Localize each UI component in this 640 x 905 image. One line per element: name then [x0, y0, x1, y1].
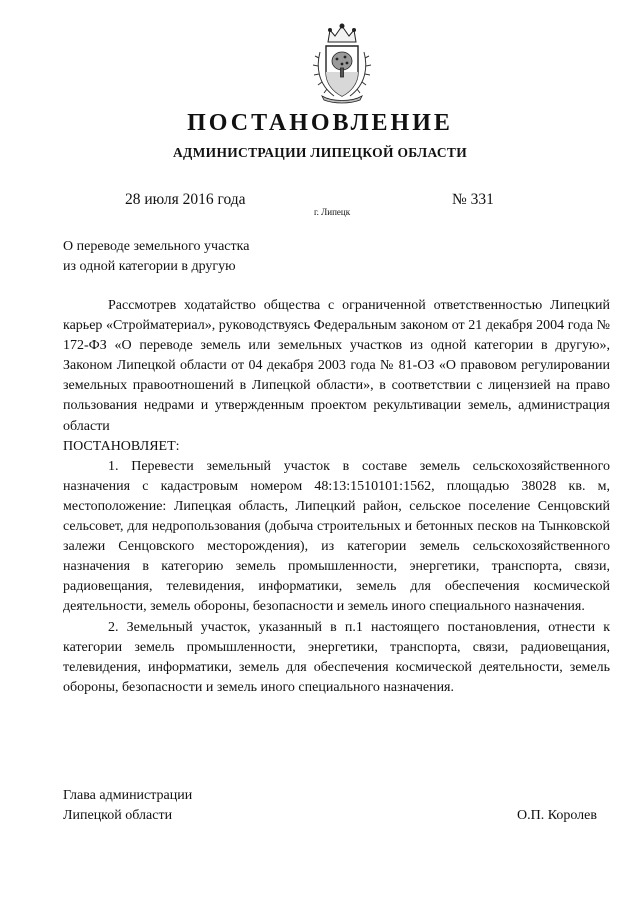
signatory-position-line: Глава администрации	[63, 788, 193, 803]
document-number: № 331	[452, 191, 494, 208]
document-place: г. Липецк	[314, 207, 351, 217]
signatory-name: О.П. Королев	[517, 808, 597, 823]
coat-of-arms-icon	[308, 22, 376, 104]
document-subject	[63, 237, 249, 277]
resolves-heading: ПОСТАНОВЛЯЕТ:	[63, 438, 180, 454]
document-title: ПОСТАНОВЛЕНИЕ	[187, 110, 453, 136]
signatory-position	[63, 786, 192, 826]
resolution-item-1: 1. Перевести земельный участок в составе земель сельскохозяйственного назначения с кадастровым номером 48:13:1510101:1562, площадью 38028 кв. м, местоположение: Липецкая область, Липецкий район, сельское поселение Сенцовский сельсовет, для недропользования (добыча строительных и бетонных песков на Тынковской залежи Сенцовского месторождения), из категории земель сельскохозяйственного назначения в категорию земель промышленности, энергетики, транспорта, связи, радиовещания, телевидения, информатики, земель для обеспечения космической деятельности, земель обороны, безопасности и земель иного специального назначения.	[63, 458, 610, 615]
preamble-paragraph: Рассмотрев ходатайство общества с ограниченной ответственностью Липецкий карьер «Стройматериал», руководствуясь Федеральным законом от 21 декабря 2004 года № 172-ФЗ «О переводе земель или земельных участков из одной категории в другую», Законом Липецкой области от 04 декабря 2003 года № 81-ОЗ «О правовом регулировании земельных правоотношений в Липецкой области», в соответствии с лицензией на право пользования недрами и утвержденным проектом рекультивации земель, администрация области	[63, 298, 610, 434]
resolution-item-2: 2. Земельный участок, указанный в п.1 настоящего постановления, отнести к категории земель промышленности, энергетики, транспорта, связи, радиовещания, телевидения, информатики, земель для обеспечения космической деятельности, земель обороны, безопасности и земель иного специального назначения.	[63, 619, 610, 695]
document-date: 28 июля 2016 года	[125, 191, 246, 208]
issuing-authority: АДМИНИСТРАЦИИ ЛИПЕЦКОЙ ОБЛАСТИ	[172, 145, 468, 160]
subject-line: из одной категории в другую	[63, 259, 236, 274]
subject-line: О переводе земельного участка	[63, 239, 250, 254]
document-body	[63, 296, 610, 698]
signatory-position-line: Липецкой области	[63, 808, 173, 823]
